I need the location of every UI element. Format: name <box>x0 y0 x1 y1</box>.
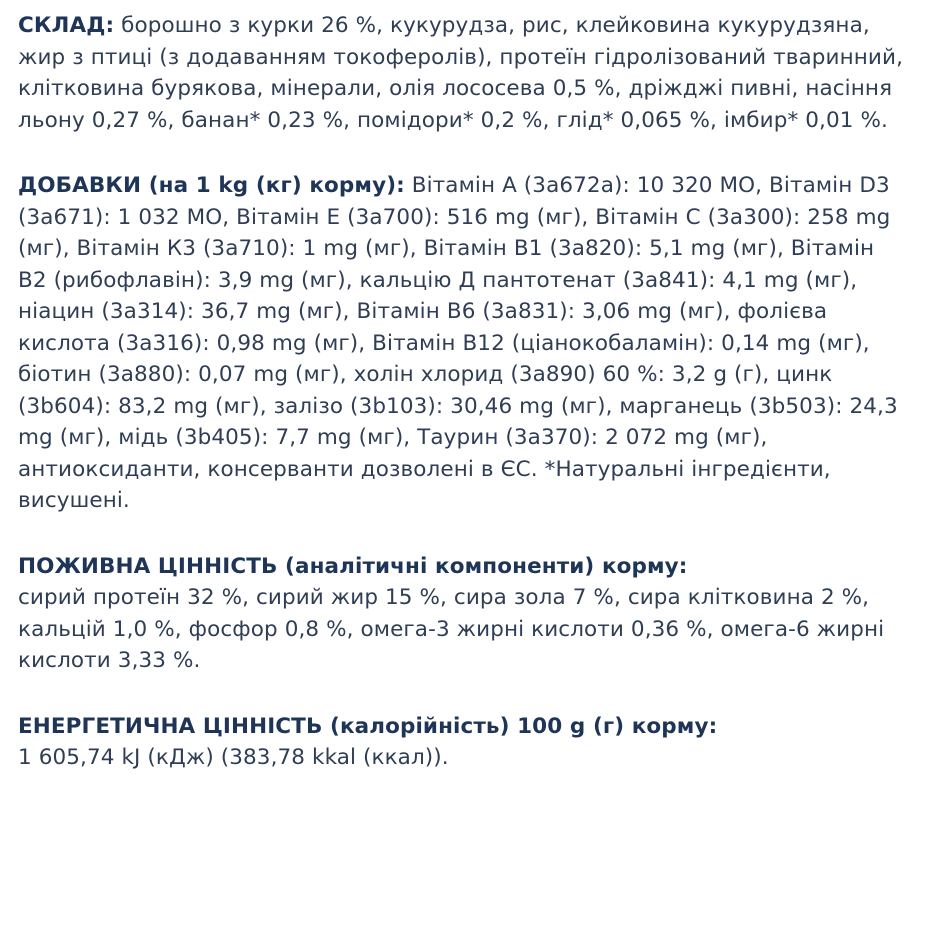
composition-heading: СКЛАД: <box>18 13 115 38</box>
nutritional-value-body: сирий протеїн 32 %, сирий жир 15 %, сира зола 7 %, сира клітковина 2 %, кальцій 1,0 %, фосфор 0,8 %, омега-3 жирні кислоти 0,36 %, омега-6 жирні кислоти 3,33 %. <box>18 585 885 673</box>
nutritional-value-heading: ПОЖИВНА ЦІННІСТЬ (аналітичні компоненти) корму: <box>18 553 688 579</box>
composition-body: борошно з курки 26 %, кукурудза, рис, клейковина кукурудзяна, жир з птиці (з додаванням токоферолів), протеїн гідролізований тваринний, клітковина бурякова, мінерали, олія лососева 0,5 %, дріжджі пивні, насіння льону 0,27 %, банан* 0,23 %, помідори* 0,2 %, глід* 0,065 %, імбир* 0,01 %. <box>18 13 903 133</box>
additives-body: Вітамін А (3а672а): 10 320 МО, Вітамін D3 (3а671): 1 032 МО, Вітамін Е (3а700): 516 mg (мг), Вітамін С (3а300): 258 mg (мг), Вітамін К3 (3а710): 1 mg (мг), Вітамін В1 (3а820): 5,1 mg (мг), Вітамін В2 (рибофлавін): 3,9 mg (мг), кальцію Д пантотенат (3а841): 4,1 mg (мг), ніацин (3а314): 36,7 mg (мг), Вітамін В6 (3а831): 3,06 mg (мг), фолієва кислота (3а316): 0,98 mg (мг), Вітамін В12 (ціанокобаламін): 0,14 mg (мг), біотин (3а880): 0,07 mg (мг), холін хлорид (3а890) 60 %: 3,2 g (г), цинк (3b604): 83,2 mg (мг), залізо (3b103): 30,46 mg (мг), марганець (3b503): 24,3 mg (мг), мідь (3b405): 7,7 mg (мг), Таурин (3а370): 2 072 mg (мг), антиоксиданти, консерванти дозволені в ЄС. *Натуральні інгредієнти, висушені. <box>18 173 898 513</box>
energy-value-heading: ЕНЕРГЕТИЧНА ЦІННІСТЬ (калорійність) 100 g (г) корму: <box>18 713 718 739</box>
section-nutritional-value <box>18 551 908 677</box>
composition-paragraph <box>18 10 908 136</box>
additives-paragraph <box>18 170 908 517</box>
section-additives <box>18 170 908 517</box>
energy-value-body: 1 605,74 kJ (кДж) (383,78 kkal (ккал)). <box>18 745 449 770</box>
section-composition <box>18 10 908 136</box>
section-energy-value <box>18 711 908 774</box>
additives-heading: ДОБАВКИ (на 1 kg (кг) корму): <box>18 173 405 198</box>
